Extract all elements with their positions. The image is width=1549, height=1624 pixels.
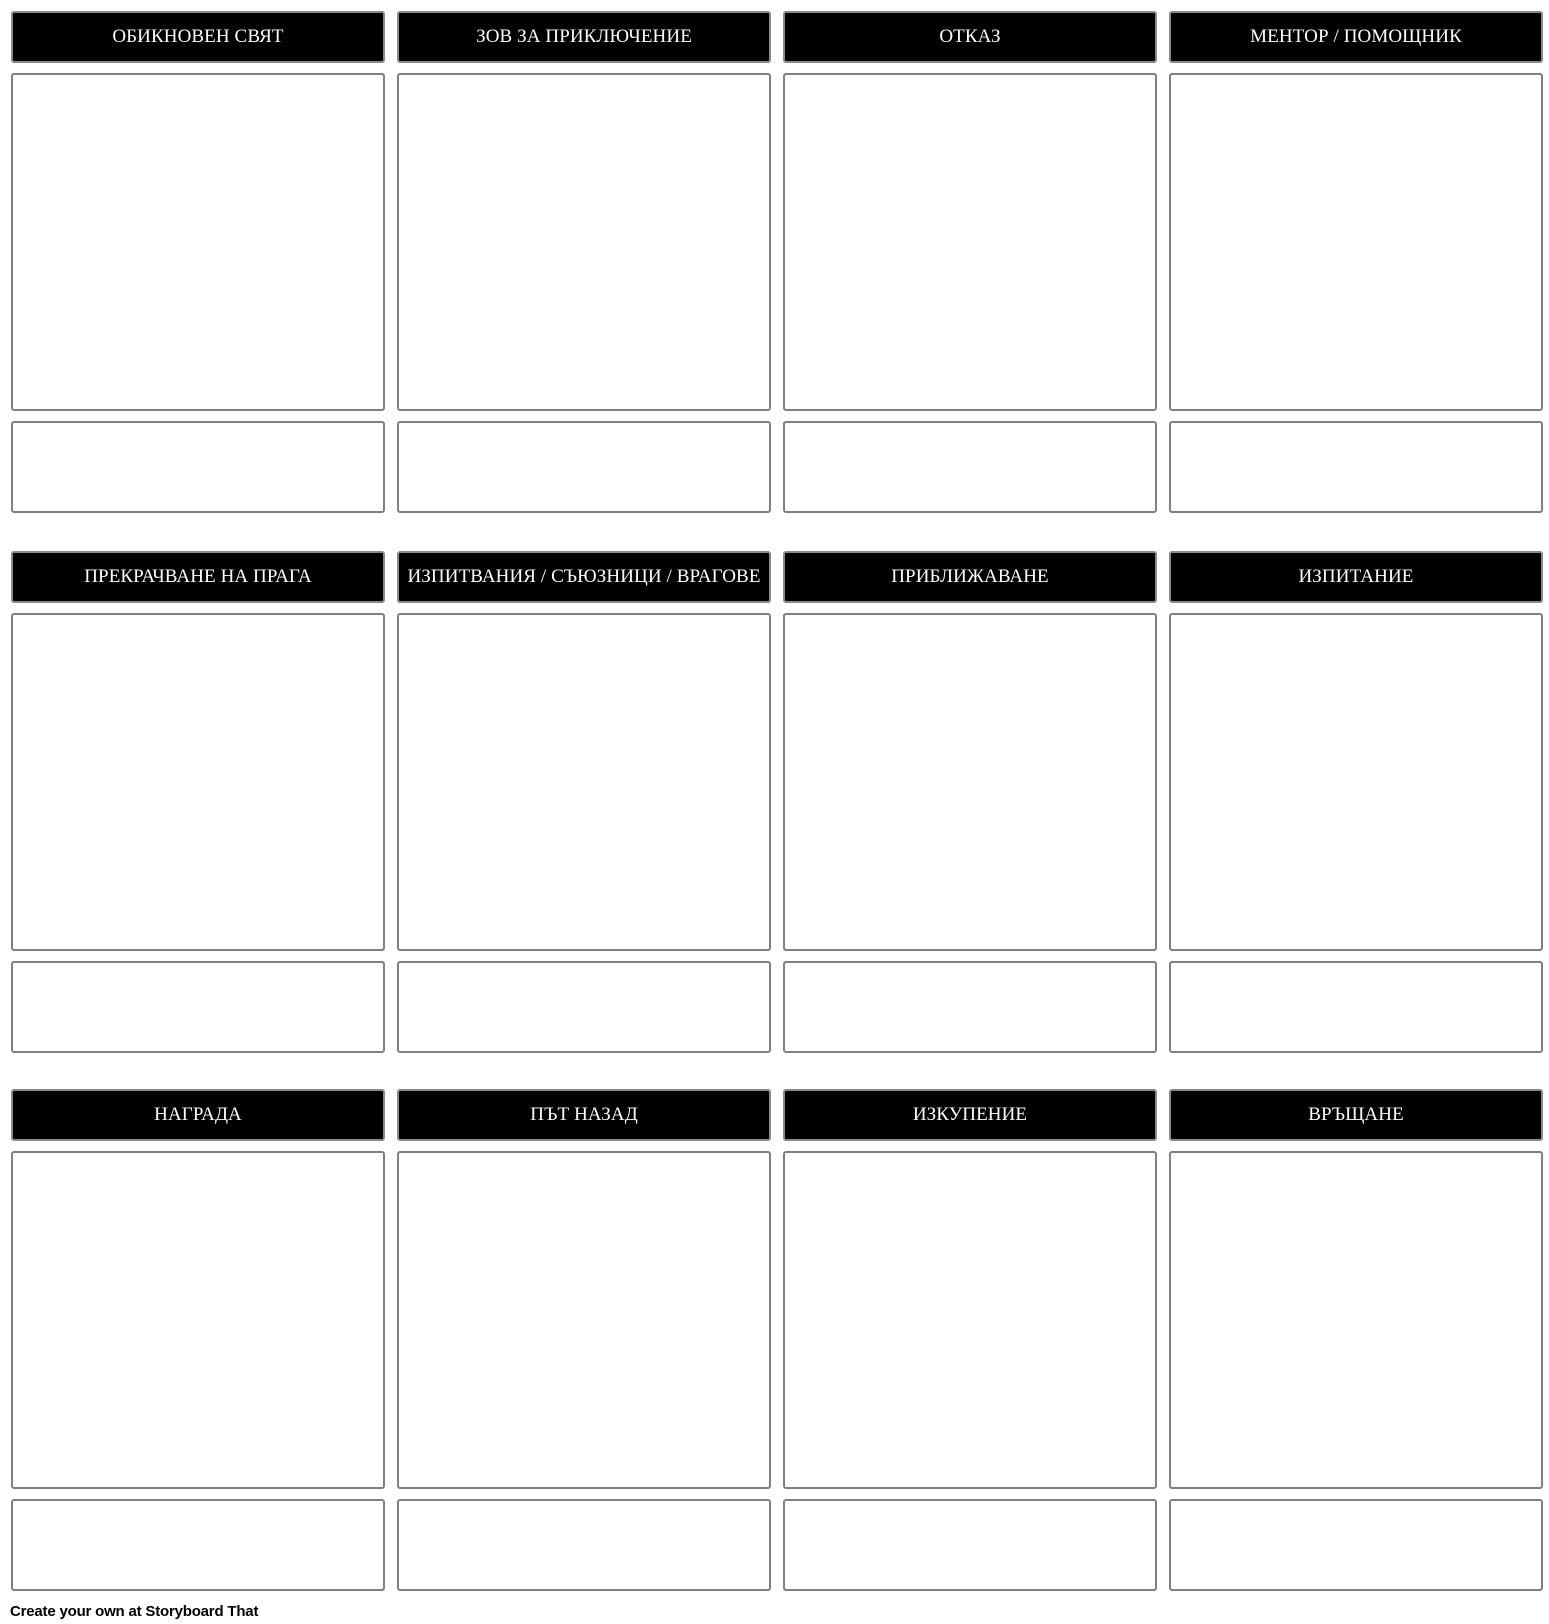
caption-box[interactable] bbox=[783, 1499, 1157, 1591]
storyboard-cell bbox=[783, 11, 1157, 513]
storyboard-cell bbox=[11, 11, 385, 513]
caption-box[interactable] bbox=[11, 421, 385, 513]
scene-panel[interactable] bbox=[397, 73, 771, 411]
storyboard-row-2 bbox=[11, 551, 1543, 1053]
scene-panel[interactable] bbox=[11, 613, 385, 951]
caption-box[interactable] bbox=[1169, 421, 1543, 513]
scene-panel[interactable] bbox=[11, 1151, 385, 1489]
storyboard-cell bbox=[397, 11, 771, 513]
storyboard-cell bbox=[783, 551, 1157, 1053]
caption-box[interactable] bbox=[1169, 1499, 1543, 1591]
cell-title[interactable]: ОБИКНОВЕН СВЯТ bbox=[11, 11, 385, 63]
caption-box[interactable] bbox=[11, 961, 385, 1053]
storyboard-cell bbox=[11, 551, 385, 1053]
storyboard-cell bbox=[1169, 11, 1543, 513]
scene-panel[interactable] bbox=[1169, 613, 1543, 951]
caption-box[interactable] bbox=[11, 1499, 385, 1591]
scene-panel[interactable] bbox=[397, 613, 771, 951]
storyboard-cell bbox=[783, 1089, 1157, 1591]
scene-panel[interactable] bbox=[397, 1151, 771, 1489]
caption-box[interactable] bbox=[397, 1499, 771, 1591]
cell-title[interactable]: ПЪТ НАЗАД bbox=[397, 1089, 771, 1141]
storyboard-cell bbox=[1169, 551, 1543, 1053]
cell-title[interactable]: ПРИБЛИЖАВАНЕ bbox=[783, 551, 1157, 603]
storyboard-cell bbox=[1169, 1089, 1543, 1591]
scene-panel[interactable] bbox=[1169, 1151, 1543, 1489]
scene-panel[interactable] bbox=[783, 613, 1157, 951]
storyboard-row-3 bbox=[11, 1089, 1543, 1591]
cell-title[interactable]: ИЗПИТВАНИЯ / СЪЮЗНИЦИ / ВРАГОВЕ bbox=[397, 551, 771, 603]
caption-box[interactable] bbox=[1169, 961, 1543, 1053]
scene-panel[interactable] bbox=[1169, 73, 1543, 411]
cell-title[interactable]: ПРЕКРАЧВАНЕ НА ПРАГА bbox=[11, 551, 385, 603]
storyboard-row-1 bbox=[11, 11, 1543, 513]
cell-title[interactable]: НАГРАДА bbox=[11, 1089, 385, 1141]
storyboard-cell bbox=[397, 1089, 771, 1591]
caption-box[interactable] bbox=[783, 961, 1157, 1053]
scene-panel[interactable] bbox=[11, 73, 385, 411]
caption-box[interactable] bbox=[397, 961, 771, 1053]
scene-panel[interactable] bbox=[783, 73, 1157, 411]
footer-attribution[interactable]: Create your own at Storyboard That bbox=[10, 1603, 259, 1620]
cell-title[interactable]: ИЗКУПЕНИЕ bbox=[783, 1089, 1157, 1141]
caption-box[interactable] bbox=[783, 421, 1157, 513]
cell-title[interactable]: ЗОВ ЗА ПРИКЛЮЧЕНИЕ bbox=[397, 11, 771, 63]
cell-title[interactable]: ИЗПИТАНИЕ bbox=[1169, 551, 1543, 603]
cell-title[interactable]: ОТКАЗ bbox=[783, 11, 1157, 63]
caption-box[interactable] bbox=[397, 421, 771, 513]
scene-panel[interactable] bbox=[783, 1151, 1157, 1489]
cell-title[interactable]: ВРЪЩАНЕ bbox=[1169, 1089, 1543, 1141]
cell-title[interactable]: МЕНТОР / ПОМОЩНИК bbox=[1169, 11, 1543, 63]
storyboard-cell bbox=[397, 551, 771, 1053]
storyboard-cell bbox=[11, 1089, 385, 1591]
